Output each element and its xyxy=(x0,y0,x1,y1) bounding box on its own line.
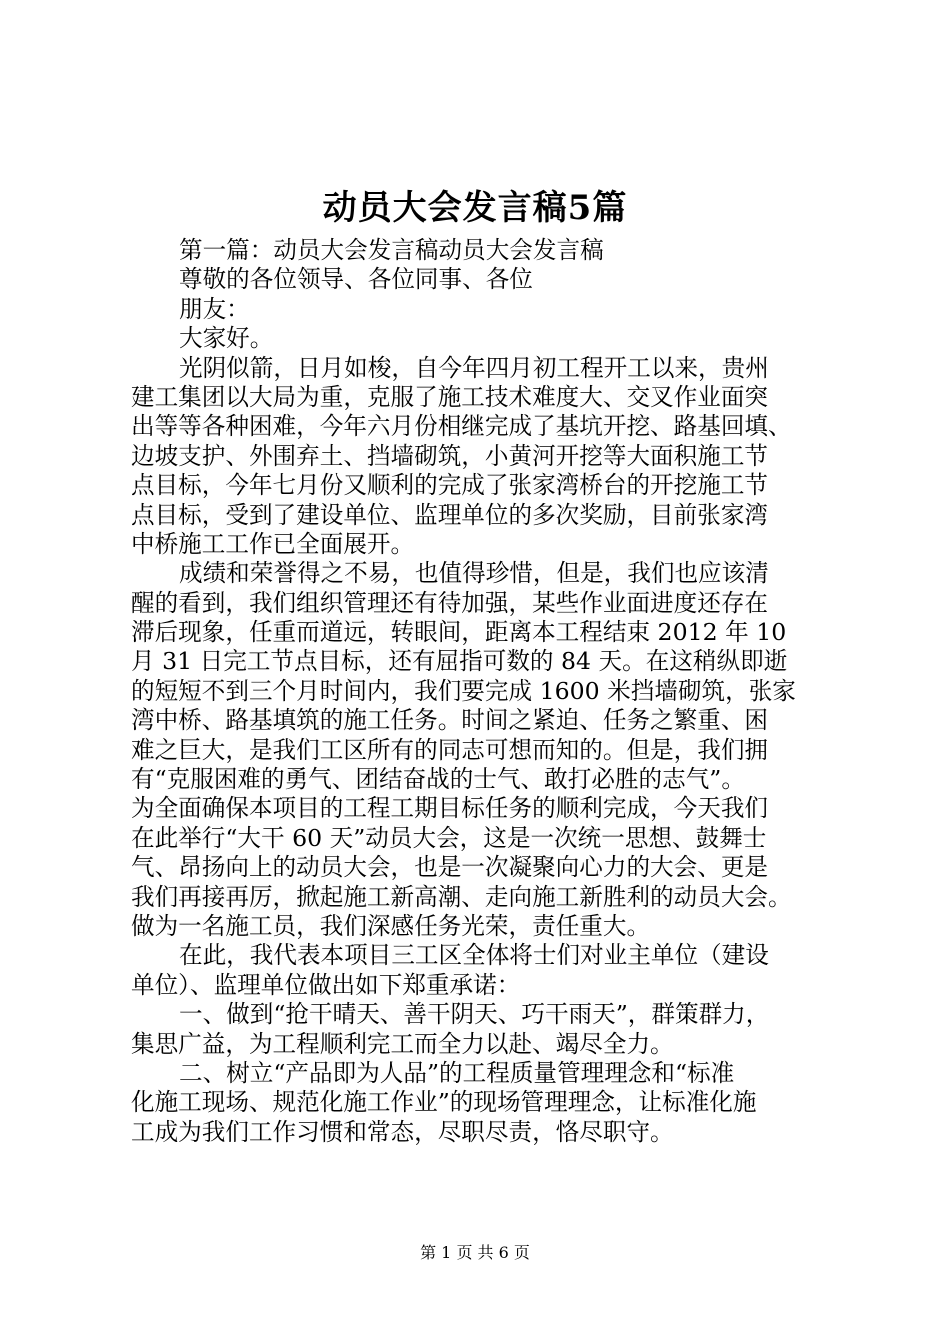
text-line: 滞后现象，任重而道远，转眼间，距离本工程结束 2012 年 10 xyxy=(131,618,787,647)
text-line: 成绩和荣誉得之不易，也值得珍惜，但是，我们也应该清 xyxy=(179,559,769,588)
text-line: 气、昂扬向上的动员大会，也是一次凝聚向心力的大会、更是 xyxy=(131,853,769,882)
document-body xyxy=(131,236,851,1147)
text-line: 有“克服困难的勇气、团结奋战的士气、敢打必胜的志气”。 xyxy=(131,765,745,794)
text-line: 醒的看到，我们组织管理还有待加强，某些作业面进度还存在 xyxy=(131,588,769,617)
text-line: 做为一名施工员，我们深感任务光荣，责任重大。 xyxy=(131,911,651,940)
text-line: 大家好。 xyxy=(179,324,274,353)
text-line: 建工集团以大局为重，克服了施工技术难度大、交叉作业面突 xyxy=(131,382,769,411)
text-line: 在此举行“大干 60 天”动员大会，这是一次统一思想、鼓舞士 xyxy=(131,823,767,852)
text-line: 我们再接再厉，掀起施工新高潮、走向施工新胜利的动员大会。 xyxy=(131,882,792,911)
page-footer: 第 1 页 共 6 页 xyxy=(420,1243,530,1262)
text-line: 在此，我代表本项目三工区全体将士们对业主单位（建设 xyxy=(179,941,769,970)
text-line: 难之巨大，是我们工区所有的同志可想而知的。但是，我们拥 xyxy=(131,735,769,764)
text-line: 光阴似箭，日月如梭，自今年四月初工程开工以来，贵州 xyxy=(179,353,769,382)
text-line: 点目标，受到了建设单位、监理单位的多次奖励，目前张家湾 xyxy=(131,500,769,529)
text-line: 边坡支护、外围弃土、挡墙砌筑，小黄河开挖等大面积施工节 xyxy=(131,441,769,470)
text-line: 湾中桥、路基填筑的施工任务。时间之紧迫、任务之繁重、困 xyxy=(131,706,769,735)
document-title: 动员大会发言稿5篇 xyxy=(322,188,628,228)
text-line: 第一篇：动员大会发言稿动员大会发言稿 xyxy=(179,236,604,264)
text-line: 尊敬的各位领导、各位同事、各位 xyxy=(179,265,533,294)
text-line: 出等等各种困难，今年六月份相继完成了基坑开挖、路基回填、 xyxy=(131,412,792,441)
text-line: 化施工现场、规范化施工作业”的现场管理理念，让标准化施 xyxy=(131,1088,757,1117)
text-line: 中桥施工工作已全面展开。 xyxy=(131,529,415,558)
text-line: 月 31 日完工节点目标，还有屈指可数的 84 天。在这稍纵即逝 xyxy=(131,647,788,676)
text-line: 朋友： xyxy=(179,294,250,323)
text-line: 单位）、监理单位做出如下郑重承诺： xyxy=(131,970,521,999)
text-line: 集思广益，为工程顺利完工而全力以赴、竭尽全力。 xyxy=(131,1029,674,1058)
text-line: 二、树立“产品即为人品”的工程质量管理理念和“标准 xyxy=(179,1058,735,1087)
text-line: 为全面确保本项目的工程工期目标任务的顺利完成，今天我们 xyxy=(131,794,769,823)
text-line: 一、做到“抢干晴天、善干阴天、巧干雨天”，群策群力， xyxy=(179,1000,770,1029)
text-line: 工成为我们工作习惯和常态，尽职尽责，恪尽职守。 xyxy=(131,1117,674,1146)
text-line: 点目标，今年七月份又顺利的完成了张家湾桥台的开挖施工节 xyxy=(131,471,769,500)
text-line: 的短短不到三个月时间内，我们要完成 1600 米挡墙砌筑，张家 xyxy=(131,676,796,705)
